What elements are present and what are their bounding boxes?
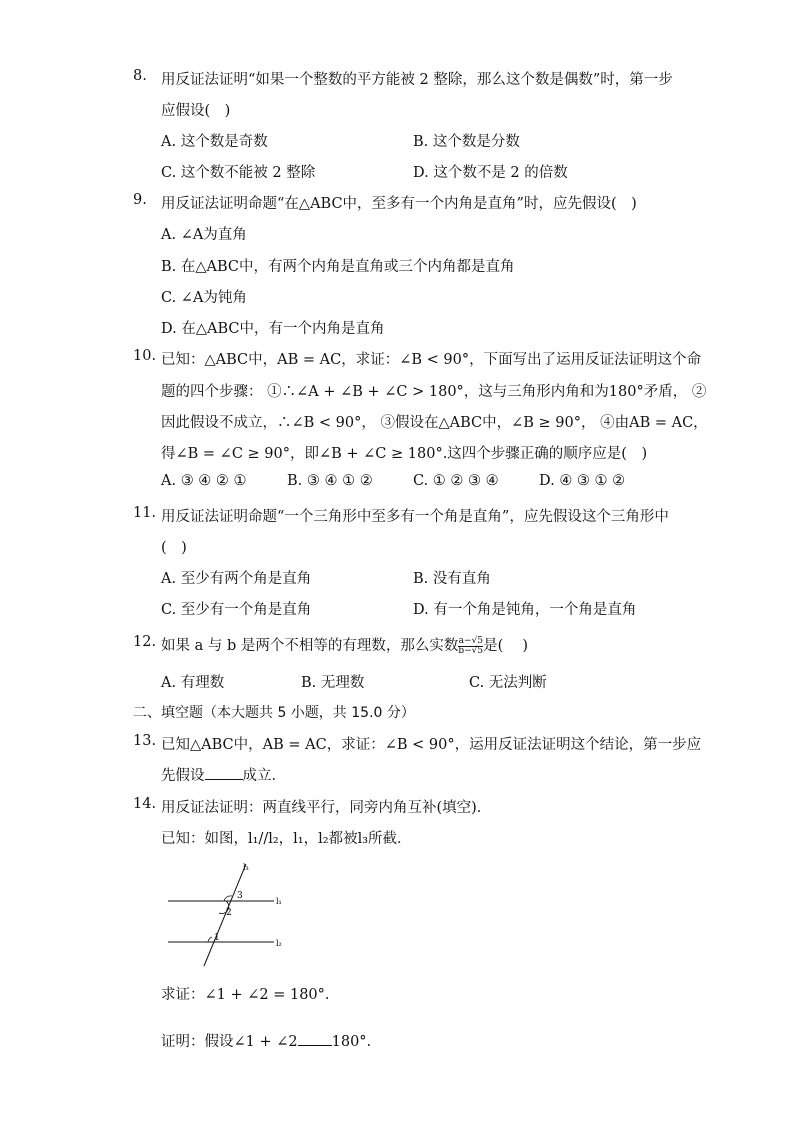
option-b: B. 没有直角 <box>413 571 491 587</box>
option-c: C. 至少有一个角是直角 <box>161 602 312 618</box>
proof-text-post: 180°. <box>331 1034 372 1050</box>
fraction-numerator: a−√5 <box>458 635 483 646</box>
option-b: B. ③ ④ ① ② <box>287 473 373 489</box>
option-a: A. ③ ④ ② ① <box>161 473 247 489</box>
question-text <box>161 634 528 656</box>
answer-blank[interactable] <box>298 1033 332 1046</box>
option-c: C. 这个数不能被 2 整除 <box>161 165 316 181</box>
answer-blank[interactable] <box>205 767 243 780</box>
question-text: 已知：△ABC中，AB = AC，求证：∠B < 90°，下面写出了运用反证法证明这个命 <box>161 352 702 368</box>
question-text: ( ) <box>161 540 187 556</box>
proof-text-pre: 证明：假设∠1 + ∠2 <box>161 1034 298 1050</box>
option-d: D. 这个数不是 2 的倍数 <box>413 165 568 181</box>
option-c: C. ∠A为钝角 <box>161 290 247 306</box>
question-number: 9. <box>133 192 147 208</box>
label-angle-2: 2 <box>226 908 232 918</box>
option-a: A. 至少有两个角是直角 <box>161 571 312 587</box>
option-d: D. 在△ABC中，有一个内角是直角 <box>161 321 385 337</box>
label-l1: l₁ <box>276 897 282 906</box>
label-angle-3: 3 <box>237 891 243 901</box>
question-text: 得∠B = ∠C ≥ 90°，即∠B + ∠C ≥ 180°.这四个步骤正确的顺序应是( ) <box>161 446 648 462</box>
question-text-post: 是( ) <box>483 638 529 654</box>
line-l3 <box>204 864 246 966</box>
parallel-lines-figure <box>160 858 300 973</box>
question-number: 12. <box>133 634 157 650</box>
prove-statement: 求证：∠1 + ∠2 = 180°. <box>161 987 330 1003</box>
question-text: 用反证法证明：两直线平行，同旁内角互补(填空)． <box>161 800 492 816</box>
option-c: C. 无法判断 <box>469 675 547 691</box>
option-b: B. 这个数是分数 <box>413 134 520 150</box>
label-l3: l₃ <box>243 863 249 872</box>
option-a: A. 这个数是奇数 <box>161 134 268 150</box>
question-text: 已知：如图，l₁//l₂，l₁，l₂都被l₃所截． <box>161 831 412 847</box>
question-text <box>161 764 286 785</box>
question-number: 11. <box>133 505 157 521</box>
option-b: B. 无理数 <box>301 675 365 691</box>
option-a: A. ∠A为直角 <box>161 227 247 243</box>
question-number: 8. <box>133 68 147 84</box>
fraction-denominator: b−√5 <box>458 645 484 656</box>
option-c: C. ① ② ③ ④ <box>413 473 499 489</box>
question-number: 13. <box>133 733 157 749</box>
question-text: 题的四个步骤： ①∴∠A + ∠B + ∠C > 180°，这与三角形内角和为180°矛盾， ② <box>161 384 707 400</box>
question-text-pre: 先假设 <box>161 768 205 784</box>
option-a: A. 有理数 <box>161 675 225 691</box>
fraction <box>458 637 483 656</box>
option-d: D. 有一个角是钝角，一个角是直角 <box>413 602 637 618</box>
question-number: 14. <box>133 796 157 812</box>
question-text: 用反证法证明命题“在△ABC中，至多有一个内角是直角”时，应先假设( ) <box>161 196 637 212</box>
question-text-pre: 如果 a 与 b 是两个不相等的有理数，那么实数 <box>161 638 459 654</box>
label-angle-1: 1 <box>214 933 220 943</box>
question-text: 应假设( ) <box>161 103 231 119</box>
label-l2: l₂ <box>276 939 282 948</box>
angle-1-arc <box>208 937 212 942</box>
proof-statement <box>161 1030 371 1051</box>
option-b: B. 在△ABC中，有两个内角是直角或三个内角都是直角 <box>161 259 515 275</box>
question-text: 因此假设不成立，∴∠B < 90°， ③假设在△ABC中，∠B ≥ 90°， ④由AB = AC， <box>161 415 708 431</box>
question-text: 已知△ABC中，AB = AC，求证：∠B < 90°，运用反证法证明这个结论，第一步应 <box>161 737 702 753</box>
question-text: 用反证法证明“如果一个整数的平方能被 2 整除，那么这个数是偶数”时，第一步 <box>161 72 673 88</box>
question-text-post: 成立． <box>242 768 286 784</box>
question-number: 10. <box>133 348 157 364</box>
question-text: 用反证法证明命题“一个三角形中至多有一个角是直角”，应先假设这个三角形中 <box>161 509 669 525</box>
option-d: D. ④ ③ ① ② <box>539 473 626 489</box>
section-title: 二、填空题（本大题共 5 小题，共 15.0 分） <box>133 705 415 721</box>
